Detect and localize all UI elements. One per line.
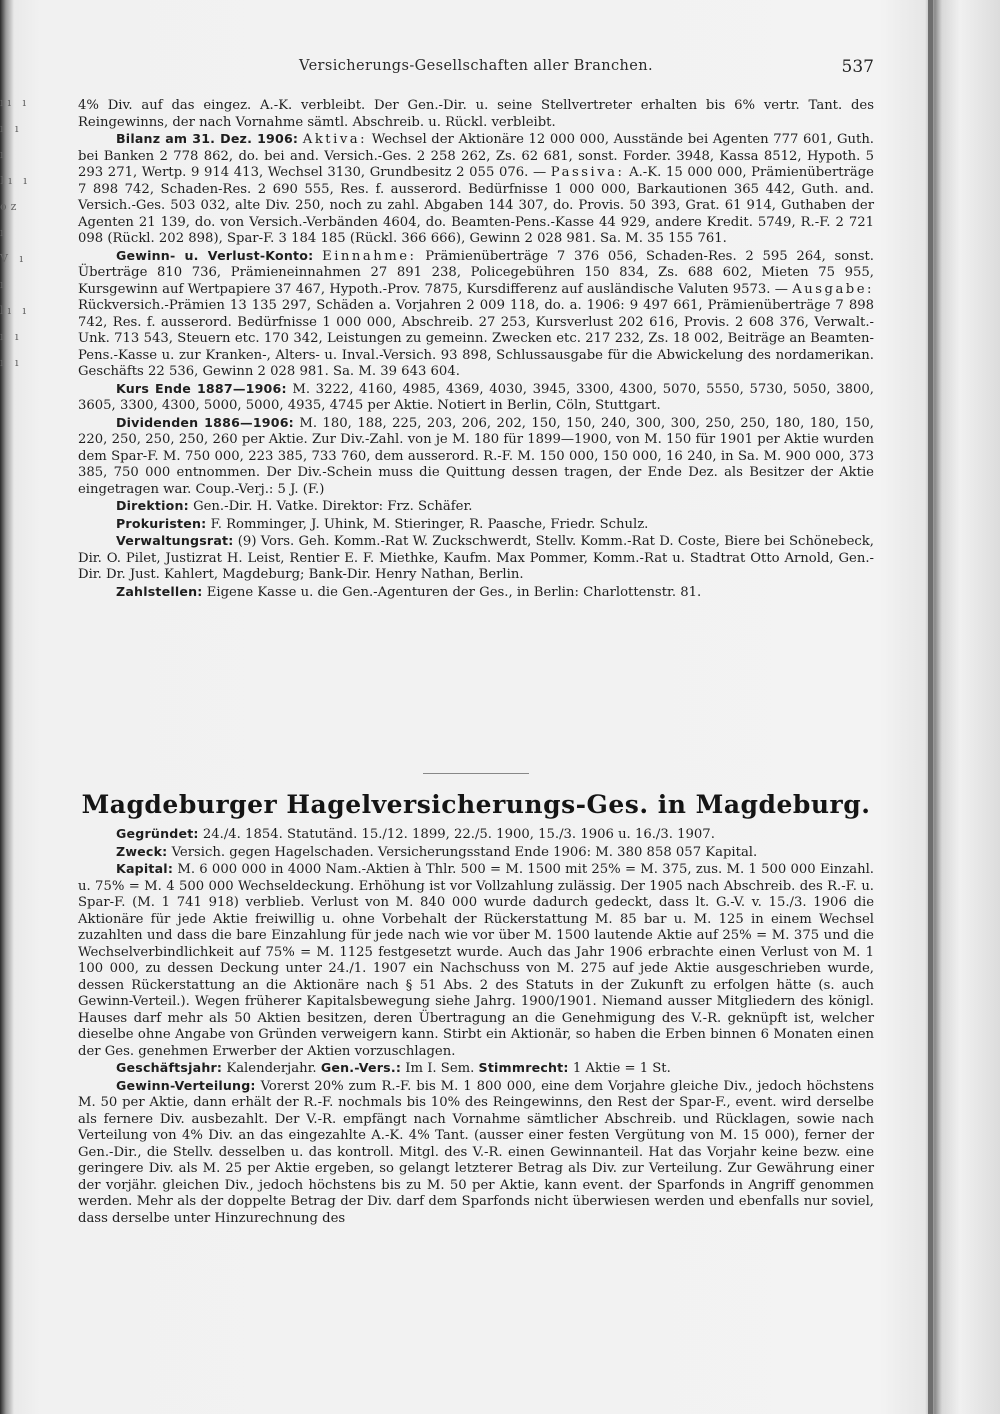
passiva-word: Passiva: xyxy=(550,165,625,180)
dividenden-text: M. 180, 188, 225, 203, 206, 202, 150, 150, 240, 300, 300, 250, 250, 180, 180, 150, 220, 250, 250, 250, 260 per Aktie. Zur Div.-Zahl. von je M. 180 für 1899—1900, von M. 150 für 1901 per Aktie wurden dem Spar-F. M. 750 000, 223 385, 733 760, dem ausserord. R.-F. M. 150 000, 150 000, 16 240, in Sa. M. 900 000, 373 385, 750 000 entnommen. Der Div.-Schein muss die Quittung dessen tragen, der Ende Dez. als Besitzer der Aktie eingetragen war. Coup.-Verj.: 5 J. (F.) xyxy=(78,415,874,497)
dividenden-paragraph xyxy=(78,415,874,499)
zweck-text: Versich. gegen Hagelschaden. Versicherungsstand Ende 1906: M. 380 858 057 Kapital. xyxy=(171,844,758,860)
prokuristen-text: F. Romminger, J. Uhink, M. Stieringer, R. Paasche, Friedr. Schulz. xyxy=(210,516,649,532)
gutter-mark: V ı xyxy=(0,252,27,265)
verwaltungsrat-paragraph xyxy=(78,533,874,584)
zweck-label: Zweck: xyxy=(116,843,168,859)
running-head xyxy=(78,58,874,82)
verwaltungsrat-text: (9) Vors. Geh. Komm.-Rat W. Zuckschwerdt, Stellv. Komm.-Rat D. Coste, Biere bei Schönebeck, Dir. O. Pilet, Justizrat H. Leist, Rentier E. F. Miethke, Kaufm. Max Pommer, Komm.-Rat u. Stadtrat Otto Arnold, Gen.-Dir. Dr. Just. Kahlert, Magdeburg; Bank-Dir. Henry Nathan, Berlin. xyxy=(78,534,874,582)
kurs-text: M. 3222, 4160, 4985, 4369, 4030, 3945, 3300, 4300, 5070, 5550, 5730, 5050, 3800, 3605, 3300, 4300, 5000, 5000, 4935, 4745 per Aktie. Notiert in Berlin, Cöln, Stuttgart. xyxy=(78,381,875,413)
kapital-paragraph xyxy=(78,861,874,1060)
guv-paragraph xyxy=(78,248,874,381)
gegruendet-label: Gegründet: xyxy=(116,826,199,841)
ausgabe-word: Ausgabe: xyxy=(792,281,874,297)
aktiva-word: Aktiva: xyxy=(302,132,368,147)
company-heading: Magdeburger Hagelversicherungs-Ges. in Magdeburg. xyxy=(81,790,871,819)
zweck-paragraph xyxy=(78,844,874,862)
stimmrecht-label: Stimmrecht: xyxy=(478,1060,569,1075)
page-fold-shadow xyxy=(928,0,933,1414)
direktion-label: Direktion: xyxy=(116,498,189,513)
stimmrecht-text: 1 Aktie = 1 St. xyxy=(572,1061,671,1076)
guv-label: Gewinn- u. Verlust-Konto: xyxy=(116,247,314,263)
ausgabe-text: Rückversich.-Prämien 13 135 297, Schäden a. Vorjahren 2 009 118, do. a. 1906: 9 497 661, Prämienüberträge 7 898 742, Res. f. ausserord. Bedürfnisse 1 000 000, Abschreib. 27 253, Kursverlust 202 616, Provis. 2 608 376, Verwalt.-Unk. 713 543, Steuern etc. 170 342, Leistungen zu gemeinn. Zwecken etc. 217 232, Zs. 18 002, Beiträge an Beamten-Pens.-Kasse u. zur Kranken-, Alters- u. Inval.-Versich. 93 898, Schlussausgabe für die Abwickelung des nordamerikan. Geschäfts 22 536, Gewinn 2 028 981. Sa. M. 39 643 604. xyxy=(78,298,874,379)
intro-paragraph xyxy=(78,98,874,131)
zahlstellen-paragraph xyxy=(78,584,874,602)
gewinnverteilung-label: Gewinn-Verteilung: xyxy=(116,1077,256,1093)
geschaeftsjahr-text: Kalenderjahr. xyxy=(226,1061,317,1076)
gutter-mark: oz ı xyxy=(0,200,21,239)
gewinnverteilung-text: Vorerst 20% zum R.-F. bis M. 1 800 000, eine dem Vorjahre gleiche Div., jedoch höchstens M. 50 per Aktie, dann erhält der R.-F. nochmals bis 10% des Reingewinns, den Rest der Spar-F., event. wird derselbe als fernere Div. ausbezahlt. Der V.-R. empfängt nach Vornahme sämtlicher Abschreib. und Rücklagen, sowie nach Verteilung von 4% Div. an das eingezahlte A.-K. 4% Tant. (ausser einer festen Vergütung von M. 15 000), ferner der Gen.-Dir., die Stellv. desselben u. das kontroll. Mitgl. des V.-R. einen Gewinnanteil. Hat das Vorjahr keine bezw. eine geringere Div. als M. 25 per Aktie ergeben, so gelangt letzterer Betrag als Div. zur Verteilung. Zur Gewährung einer der vorjähr. gleichen Div., jedoch höchstens bis zu M. 50 per Aktie, kann event. der Sparfonds in Angriff genommen werden. Mehr als der doppelte Betrag der Div. darf dem Sparfonds nicht überwiesen werden und ebenfalls nur soviel, dass derselbe unter Hinzurechnung des xyxy=(78,1078,874,1226)
direktion-paragraph xyxy=(78,498,874,516)
gutter-mark: ı ı xyxy=(0,330,23,343)
gegruendet-text: 24./4. 1854. Statutänd. 15./12. 1899, 22./5. 1900, 15./3. 1906 u. 16./3. 1907. xyxy=(202,827,715,842)
gutter-mark: lı ı xyxy=(0,304,31,317)
prokuristen-paragraph xyxy=(78,516,874,534)
geschaeftsjahr-label: Geschäftsjahr: xyxy=(116,1060,223,1075)
running-title: Versicherungs-Gesellschaften aller Branchen. xyxy=(299,58,653,74)
kapital-label: Kapital: xyxy=(116,861,174,876)
intro-text: 4% Div. auf das eingez. A.-K. verbleibt. Der Gen.-Dir. u. seine Stellvertreter erhalten bis 6% vertr. Tant. des Reingewinns, der nach Vornahme sämtl. Abschreib. u. Rückl. verbleibt. xyxy=(78,98,874,130)
kurs-paragraph xyxy=(78,381,874,415)
passiva-text: A.-K. 15 000 000, Prämienüberträge 7 898 742, Schaden-Res. 2 690 555, Res. f. ausserord. Bedürfnisse 1 000 000, Barkautionen 365 442, Guth. and. Versich.-Ges. 503 032, alte Div. 250, noch zu zahl. Abgaben 144 307, do. Provis. 50 393, Grat. 61 914, Guthaben der Agenten 21 139, do. von Versich.-Verbänden 4604, do. Beamten-Pens.-Kasse 44 929, andere Kredit. 5749, R.-F. 2 721 098 (Rückl. 202 898), Spar-F. 3 184 185 (Rückl. 366 666), Gewinn 2 028 981. Sa. M. 35 155 761. xyxy=(78,165,874,246)
einnahme-text: Prämienüberträge 7 376 056, Schaden-Res. 2 595 264, sonst. Überträge 810 736, Prämieneinnahmen 27 891 238, Policegebühren 150 834, Zs. 688 602, Mieten 75 955, Kursgewinn auf Wertpapiere 37 467, Hypoth.-Prov. 7875, Kursdifferenz auf ausländische Valuten 9573. — xyxy=(78,248,874,297)
gutter-mark: ı ı xyxy=(0,122,23,135)
verwaltungsrat-label: Verwaltungsrat: xyxy=(116,533,234,548)
page-number: 537 xyxy=(841,57,874,77)
gutter-mark: ı xyxy=(0,148,8,161)
previous-entry xyxy=(78,98,874,601)
section-divider xyxy=(423,773,529,774)
gutter-marks xyxy=(0,90,34,390)
gutter-mark: ı xyxy=(0,278,8,291)
einnahme-word: Einnahme: xyxy=(322,248,417,264)
new-entry xyxy=(78,826,874,1227)
gegruendet-paragraph xyxy=(78,826,874,844)
kapital-text: M. 6 000 000 in 4000 Nam.-Aktien à Thlr. 500 = M. 1500 mit 25% = M. 375, zus. M. 1 500 000 Einzahl. u. 75% = M. 4 500 000 Wechseldeckung. Erhöhung ist vor Vollzahlung zulässig. Der 1905 nach Abschreib. des R.-F. u. Spar-F. (M. 1 741 918) verblieb. Verlust von M. 840 000 wurde dadurch gedeckt, dass lt. G.-V. v. 15./3. 1906 die Aktionäre für jede Aktie freiwillig u. ohne Vorbehalt der Rückerstattung M. 85 bar u. M. 125 in einem Wechsel zuzahlten und dass die bare Einzahlung für jede nach wie vor über M. 1500 lautende Aktie auf 25% = M. 375 und die Wechselverbindlichkeit auf 75% = M. 1125 festgesetzt wurde. Auch das Jahr 1906 erbrachte einen Verlust von M. 1 100 000, zu dessen Deckung unter 24./1. 1907 ein Nachschuss von M. 275 auf jede Aktie ausgeschrieben wurde, dessen Rückerstattung an die Aktionäre nach § 51 Abs. 2 des Statuts in der Zukunft zu erfolgen hätte (s. auch Gewinn-Verteil.). Wegen früherer Kapitalsbewegung siehe Jahrg. 1900/1901. Niemand ausser Mitgliedern des königl. Hauses darf mehr als 50 Aktien besitzen, deren Übertragung an die Genehmigung des V.-R. geknüpft ist, welcher dieselbe ohne Angabe von Gründen verweigern kann. Stirbt ein Aktionär, so haben die Erben binnen 6 Monaten einen der Ges. genehmen Erwerber der Aktien vorzuschlagen. xyxy=(78,862,874,1059)
gutter-mark: Iı ı xyxy=(0,174,31,187)
genvers-label: Gen.-Vers.: xyxy=(320,1060,402,1075)
dividenden-label: Dividenden 1886—1906: xyxy=(116,414,294,430)
gewinnverteilung-paragraph xyxy=(78,1078,874,1228)
zahlstellen-label: Zahlstellen: xyxy=(116,583,203,599)
gutter-mark: ıı ı xyxy=(0,96,31,109)
bilanz-paragraph xyxy=(78,131,874,248)
bilanz-label: Bilanz am 31. Dez. 1906: xyxy=(116,131,299,146)
aktiva-text: Wechsel der Aktionäre 12 000 000, Ausstände bei Agenten 777 601, Guth. bei Banken 2 778 862, do. bei and. Versich.-Ges. 2 258 262, Zs. 62 681, sonst. Forder. 3948, Kassa 8512, Hypoth. 5 293 271, Wertp. 9 914 413, Wechsel 3130, Grundbesitz 2 055 076. — xyxy=(78,132,875,180)
genvers-text: Im I. Sem. xyxy=(405,1061,475,1076)
direktion-text: Gen.-Dir. H. Vatke. Direktor: Frz. Schäfer. xyxy=(193,499,473,514)
zahlstellen-text: Eigene Kasse u. die Gen.-Agenturen der Ges., in Berlin: Charlottenstr. 81. xyxy=(206,584,702,600)
geschaeftsjahr-paragraph xyxy=(78,1060,874,1078)
prokuristen-label: Prokuristen: xyxy=(116,515,207,531)
kurs-label: Kurs Ende 1887—1906: xyxy=(116,380,287,396)
gutter-mark: ı ı xyxy=(0,356,23,369)
